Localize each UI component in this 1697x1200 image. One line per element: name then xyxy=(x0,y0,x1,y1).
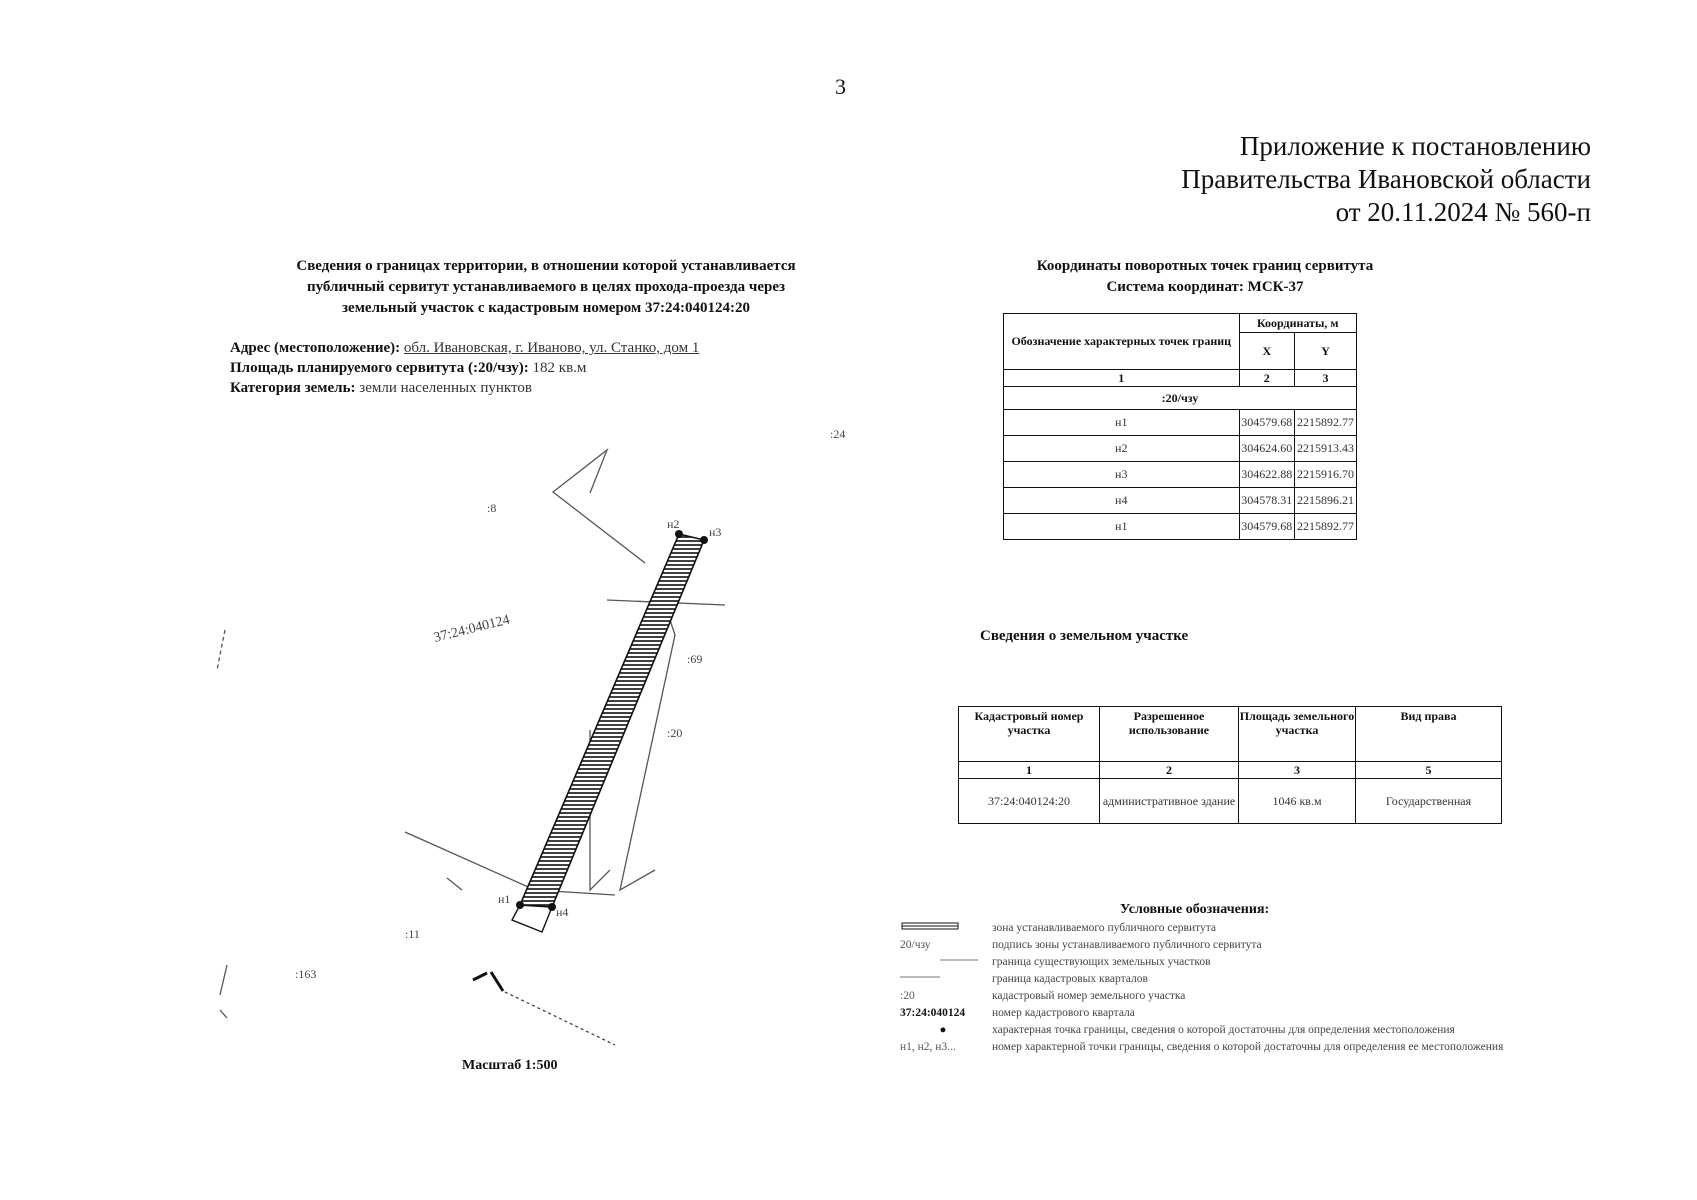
legend-item xyxy=(900,937,1510,954)
boundary-line-bottom-left xyxy=(447,878,462,890)
legend-symbol-point-icon: ● xyxy=(939,1024,947,1036)
point-cell: н4 xyxy=(1004,488,1240,514)
y-cell: 2215916.70 xyxy=(1295,462,1357,488)
point-label-n3: н3 xyxy=(709,525,722,539)
point-label-n2: н2 xyxy=(667,517,680,531)
address-value: обл. Ивановская, г. Иваново, ул. Станко, дом 1 xyxy=(403,340,700,356)
cadastral-map xyxy=(215,420,875,1100)
y-cell: 2215892.77 xyxy=(1295,514,1357,540)
category-value: земли населенных пунктов xyxy=(359,380,532,396)
appendix-line-2: Правительства Ивановской области xyxy=(1181,164,1591,194)
area-value: 182 кв.м xyxy=(532,360,587,376)
legend-item xyxy=(900,971,1510,988)
boundary-line-bottom xyxy=(405,832,615,895)
x-cell: 304578.31 xyxy=(1239,488,1295,514)
col-designation: Обозначение характерных точек границ xyxy=(1004,314,1240,370)
table-row xyxy=(959,779,1502,824)
parcel-label-69: :69 xyxy=(687,652,703,666)
appendix-line-3: от 20.11.2024 № 560-п xyxy=(1335,197,1591,227)
legend-text: номер характерной точки границы, сведения о которой достаточны для определения ее местоположения xyxy=(992,1041,1504,1053)
legend-text: характерная точка границы, сведения о которой достаточны для определения местоположения xyxy=(992,1024,1455,1036)
y-cell: 2215896.21 xyxy=(1295,488,1357,514)
legend-symbol-parcel-line xyxy=(900,954,986,971)
category-label: Категория земель: xyxy=(230,380,356,396)
point-cell: н2 xyxy=(1004,436,1240,462)
col-cadastral: Кадастровый номер участка xyxy=(959,707,1100,762)
table-row xyxy=(1004,488,1357,514)
point-n3 xyxy=(700,536,708,544)
legend-symbol: 37:24:040124 xyxy=(900,1007,966,1019)
parcel-label-8: :8 xyxy=(487,501,497,515)
parcel-label-163: :163 xyxy=(295,967,317,981)
appendix-line-1: Приложение к постановлению xyxy=(1239,131,1591,161)
col-number: 3 xyxy=(1239,762,1356,779)
cadastral-cell: 37:24:040124:20 xyxy=(959,779,1100,824)
servitude-zone-tail xyxy=(512,905,552,932)
x-cell: 304579.68 xyxy=(1239,410,1295,436)
use-cell: административное здание xyxy=(1100,779,1239,824)
area-cell: 1046 кв.м xyxy=(1239,779,1356,824)
legend-symbol: :20 xyxy=(900,990,915,1002)
quarter-label: 37:24:040124 xyxy=(432,612,512,646)
col-number: 2 xyxy=(1100,762,1239,779)
legend-item xyxy=(900,1039,1510,1056)
road-mark-1 xyxy=(473,973,487,980)
map-scale: Масштаб 1:500 xyxy=(462,1058,558,1073)
boundary-line-corner xyxy=(220,1010,227,1018)
table-row xyxy=(1004,436,1357,462)
boundary-line-far-left xyxy=(217,630,225,670)
point-cell: н1 xyxy=(1004,514,1240,540)
legend xyxy=(900,920,1510,1056)
servitude-info xyxy=(230,338,699,398)
point-n1 xyxy=(516,901,524,909)
coordinates-heading-line-1: Координаты поворотных точек границ сервитута xyxy=(1036,258,1374,274)
x-cell: 304624.60 xyxy=(1239,436,1295,462)
page-number: 3 xyxy=(835,74,846,99)
x-cell: 304579.68 xyxy=(1239,514,1295,540)
address-label: Адрес (местоположение): xyxy=(230,340,401,356)
parcel-boundaries xyxy=(217,450,725,1018)
legend-item xyxy=(900,954,1510,971)
legend-text: граница кадастровых кварталов xyxy=(992,973,1148,985)
col-x: X xyxy=(1239,333,1295,370)
legend-item xyxy=(900,1022,1510,1039)
parcel-table xyxy=(958,706,1502,824)
coordinates-heading xyxy=(985,256,1425,298)
legend-symbol-quarter-line xyxy=(900,971,986,988)
col-number: 1 xyxy=(959,762,1100,779)
zone-group-label: :20/чзу xyxy=(1004,387,1357,410)
legend-text: граница существующих земельных участков xyxy=(992,956,1211,968)
legend-symbol-zone xyxy=(900,920,986,937)
point-n2 xyxy=(675,530,683,538)
legend-item xyxy=(900,920,1510,937)
y-cell: 2215892.77 xyxy=(1295,410,1357,436)
parcel-label-20: :20 xyxy=(667,726,683,740)
col-number: 1 xyxy=(1004,370,1240,387)
boundary-line-top xyxy=(553,450,645,563)
table-row xyxy=(1004,462,1357,488)
col-number: 2 xyxy=(1239,370,1295,387)
servitude-heading-line-2: публичный сервитут устанавливаемого в целях прохода-проезда через xyxy=(306,279,786,295)
col-number: 5 xyxy=(1356,762,1502,779)
appendix-header xyxy=(1181,130,1591,229)
col-number: 3 xyxy=(1295,370,1357,387)
legend-symbol: 20/чзу xyxy=(900,939,931,951)
col-coordinates: Координаты, м xyxy=(1239,314,1356,333)
legend-text: номер кадастрового квартала xyxy=(992,1007,1135,1019)
point-label-n1: н1 xyxy=(498,892,511,906)
col-right: Вид права xyxy=(1356,707,1502,762)
legend-symbol: н1, н2, н3... xyxy=(900,1041,956,1053)
coordinates-table xyxy=(1003,313,1357,540)
legend-text: кадастровый номер земельного участка xyxy=(992,990,1186,1002)
parcel-label-24: :24 xyxy=(830,427,846,441)
servitude-zone xyxy=(520,534,704,907)
area-label: Площадь планируемого сервитута (:20/чзу): xyxy=(230,360,529,376)
servitude-heading-line-3: земельный участок с кадастровым номером 37:24:040124:20 xyxy=(342,300,750,316)
parcel-label-11: :11 xyxy=(405,927,420,941)
right-cell: Государственная xyxy=(1356,779,1502,824)
road-lines xyxy=(473,972,615,1045)
legend-title: Условные обозначения: xyxy=(1120,902,1270,917)
road-mark-2 xyxy=(491,972,503,991)
point-cell: н3 xyxy=(1004,462,1240,488)
legend-text: зона устанавливаемого публичного сервитута xyxy=(992,922,1217,934)
boundary-line-lower-left xyxy=(220,965,227,995)
legend-item xyxy=(900,988,1510,1005)
servitude-heading-line-1: Сведения о границах территории, в отношении которой устанавливается xyxy=(296,258,796,274)
point-cell: н1 xyxy=(1004,410,1240,436)
servitude-heading xyxy=(226,256,866,319)
point-label-n4: н4 xyxy=(556,905,569,919)
point-n4 xyxy=(548,903,556,911)
table-row xyxy=(1004,410,1357,436)
col-y: Y xyxy=(1295,333,1357,370)
table-row xyxy=(1004,514,1357,540)
legend-item xyxy=(900,1005,1510,1022)
legend-text: подпись зоны устанавливаемого публичного сервитута xyxy=(992,939,1262,951)
col-use: Разрешенное использование xyxy=(1100,707,1239,762)
y-cell: 2215913.43 xyxy=(1295,436,1357,462)
road-dashed xyxy=(505,992,615,1045)
col-area: Площадь земельного участка xyxy=(1239,707,1356,762)
coordinates-heading-line-2: Система координат: МСК-37 xyxy=(1106,279,1304,295)
x-cell: 304622.88 xyxy=(1239,462,1295,488)
parcel-heading: Сведения о земельном участке xyxy=(980,628,1189,644)
